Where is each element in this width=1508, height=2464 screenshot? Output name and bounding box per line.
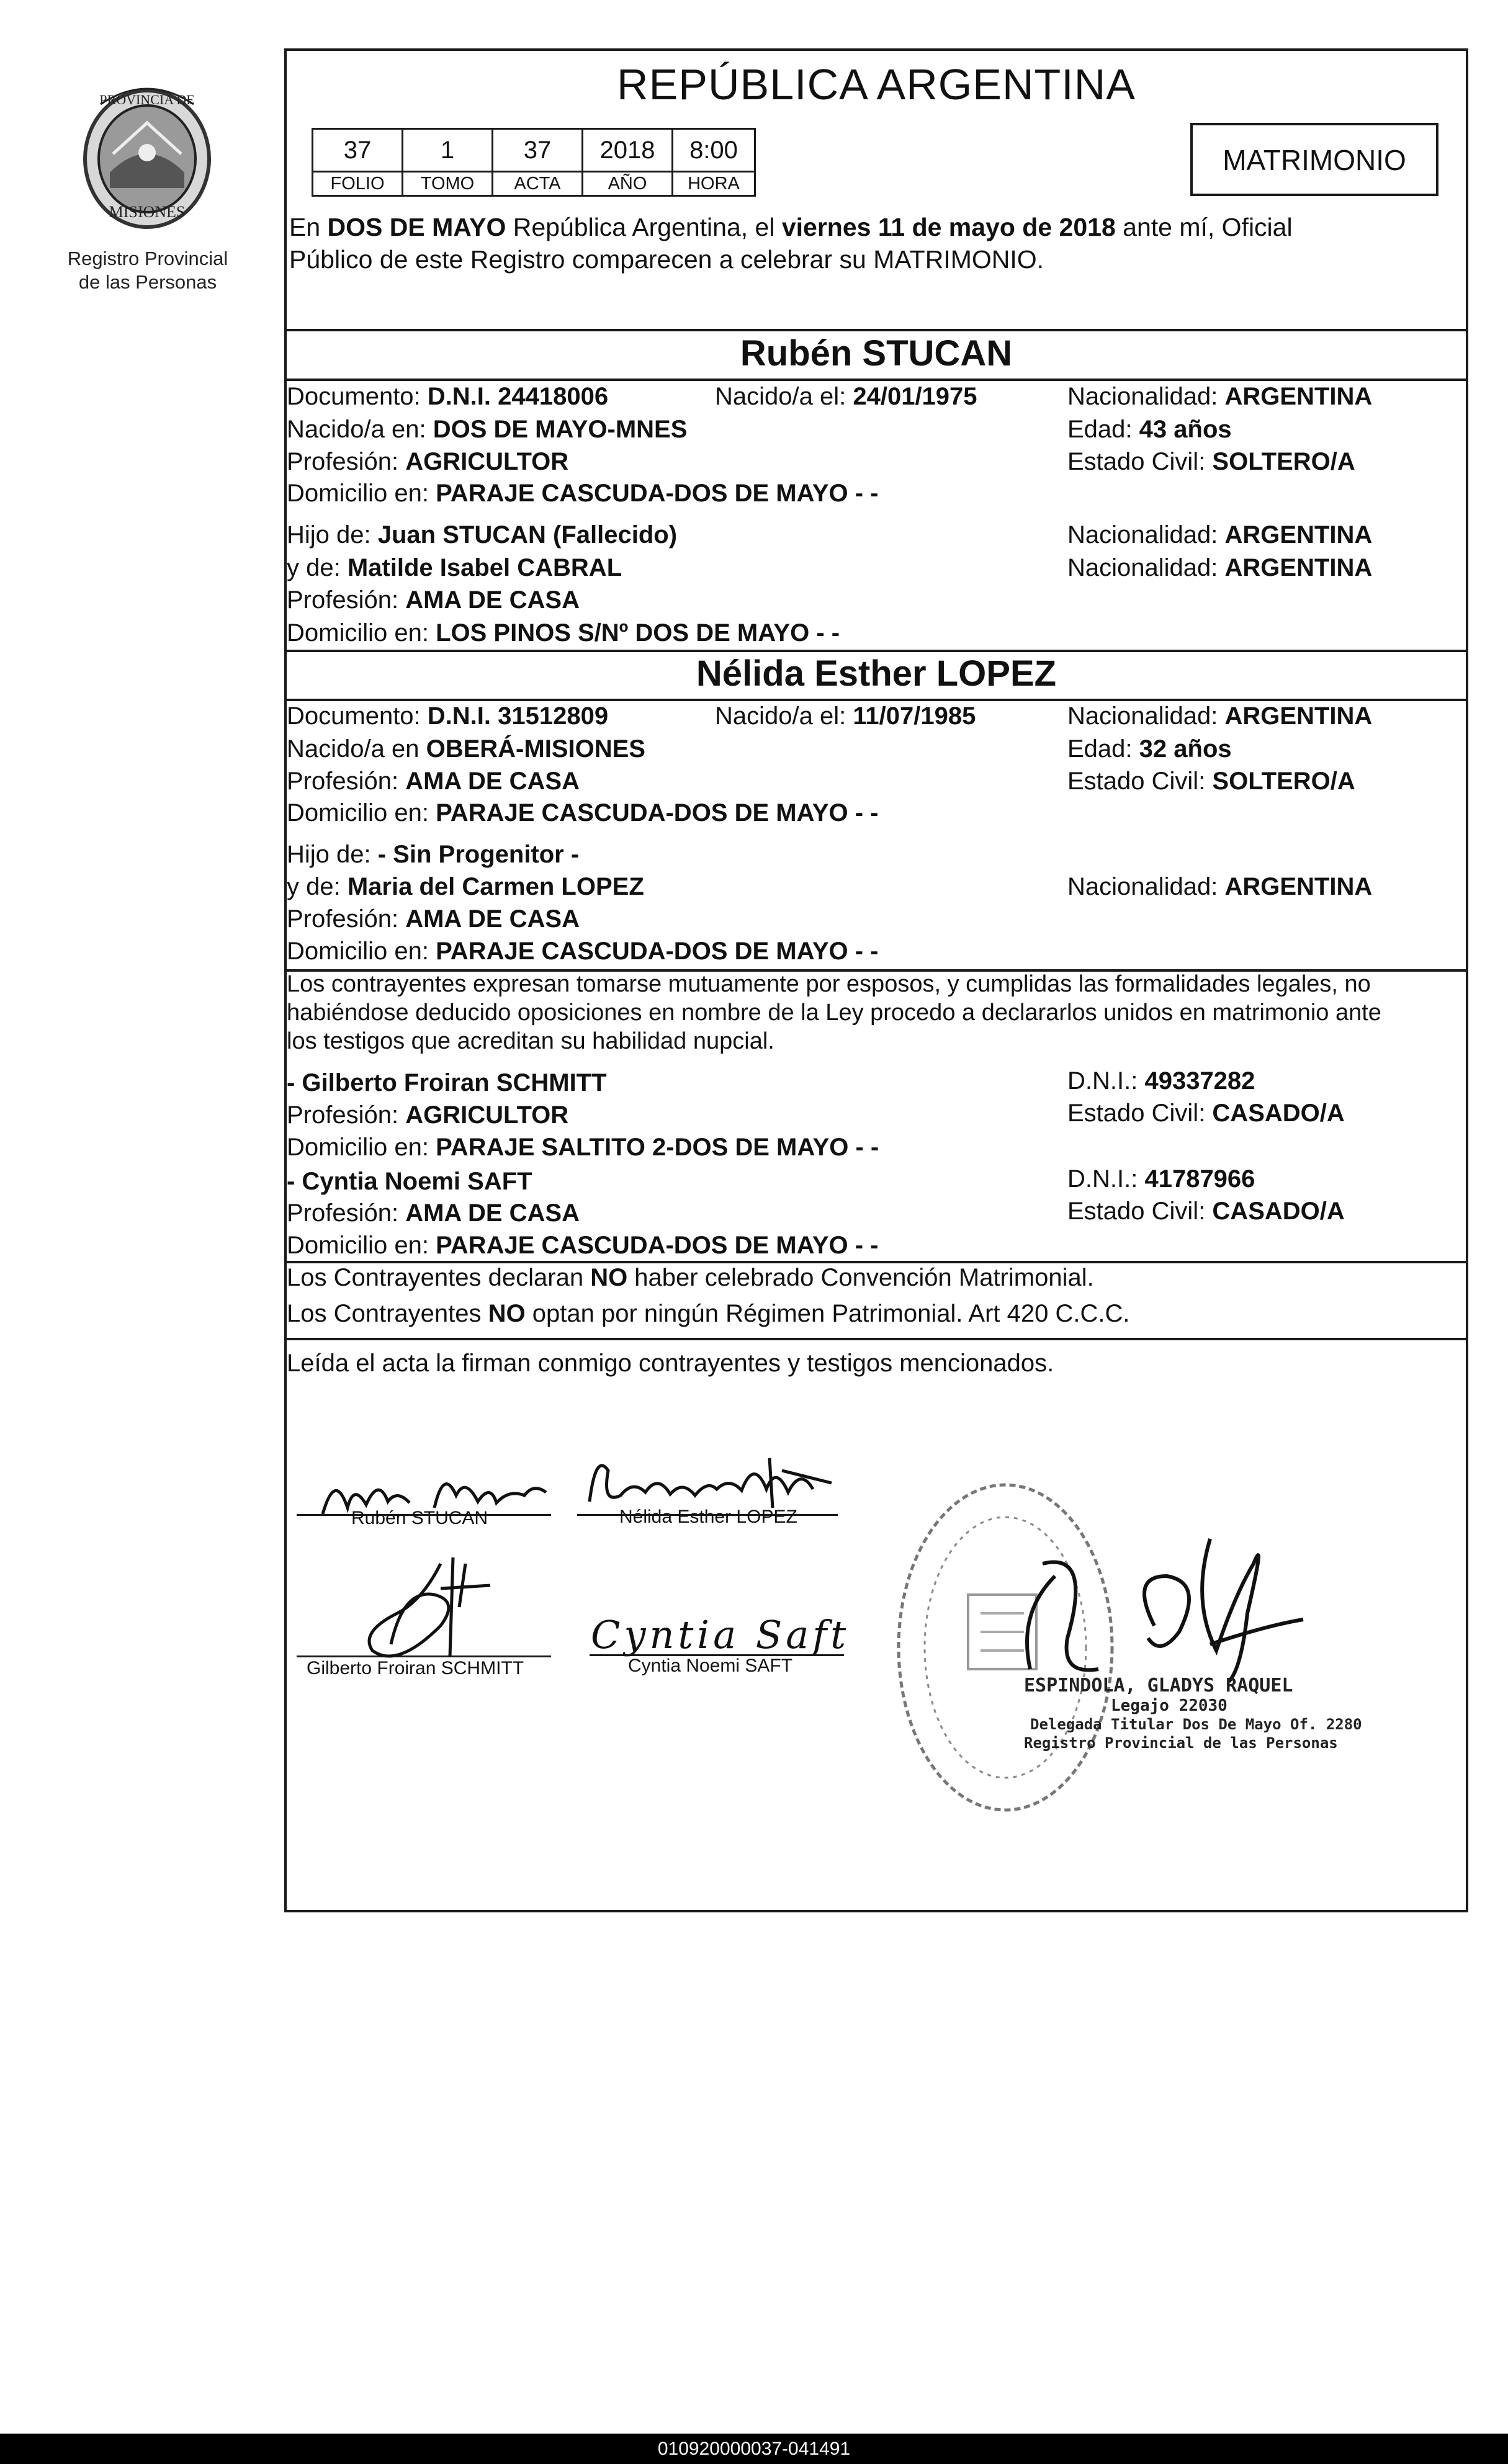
intro-text-2: República Argentina, el	[506, 213, 782, 241]
acta-label: ACTA	[493, 172, 583, 196]
groom-mother: y de: Matilde Isabel CABRAL	[287, 554, 622, 581]
intro-text-3: ante mí, Oficial	[1115, 213, 1293, 241]
witness2-signature: Cyntia Saft	[591, 1612, 850, 1657]
patrimonial-regime-statement: Los Contrayentes NO optan por ningún Régimen Patrimonial. Art 420 C.C.C.	[287, 1300, 1130, 1327]
witness2-signature-name: Cyntia Noemi SAFT	[628, 1655, 793, 1676]
logo-caption	[55, 247, 241, 294]
groom-signature-name: Rubén STUCAN	[351, 1508, 488, 1528]
seal-text-bottom: MISIONES	[109, 203, 186, 221]
intro-date: viernes 11 de mayo de 2018	[781, 213, 1116, 241]
hour-label: HORA	[673, 172, 755, 196]
groom-civil-status: Estado Civil: SOLTERO/A	[1067, 448, 1355, 475]
groom-document: Documento: D.N.I. 24418006	[287, 383, 609, 410]
witness1-profession: Profesión: AGRICULTOR	[287, 1101, 569, 1129]
witness1-domicile: Domicilio en: PARAJE SALTITO 2-DOS DE MAYO - -	[287, 1134, 879, 1161]
bride-signature-name: Nélida Esther LOPEZ	[619, 1507, 797, 1527]
divider	[284, 650, 1468, 652]
logo-caption-line1: Registro Provincial	[67, 248, 228, 269]
bride-mother: y de: Maria del Carmen LOPEZ	[287, 873, 644, 900]
year-value: 2018	[583, 129, 673, 172]
logo-caption-line2: de las Personas	[78, 271, 217, 293]
convention-statement: Los Contrayentes declaran NO haber celebrado Convención Matrimonial.	[287, 1264, 1094, 1291]
bride-profession: Profesión: AMA DE CASA	[287, 768, 580, 795]
bride-father: Hijo de: - Sin Progenitor -	[287, 841, 580, 868]
witness1-signature-name: Gilberto Froiran SCHMITT	[307, 1658, 524, 1678]
witness2-civil-status: Estado Civil: CASADO/A	[1067, 1198, 1345, 1225]
folio-label: FOLIO	[313, 172, 403, 196]
reference-table	[312, 128, 756, 197]
bride-age: Edad: 32 años	[1067, 735, 1232, 763]
groom-parents-profession: Profesión: AMA DE CASA	[287, 586, 580, 614]
groom-name: Rubén STUCAN	[740, 333, 1013, 374]
divider	[284, 1338, 1468, 1340]
groom-age: Edad: 43 años	[1067, 416, 1232, 443]
bride-parents-domicile: Domicilio en: PARAJE CASCUDA-DOS DE MAYO - -	[287, 938, 879, 965]
groom-father-nationality: Nacionalidad: ARGENTINA	[1067, 521, 1373, 549]
bride-mother-nationality: Nacionalidad: ARGENTINA	[1067, 873, 1373, 900]
divider	[284, 379, 1468, 381]
bride-document: Documento: D.N.I. 31512809	[287, 702, 609, 730]
witness2-dni: D.N.I.: 41787966	[1067, 1165, 1255, 1193]
bride-birth-place: Nacido/a en OBERÁ-MISIONES	[287, 735, 645, 763]
witness1-name: - Gilberto Froiran SCHMITT	[287, 1069, 607, 1096]
groom-birth-date: Nacido/a el: 24/01/1975	[715, 383, 977, 410]
official-stamp-name: ESPINDOLA, GLADYS RAQUEL	[1024, 1675, 1293, 1696]
witness1-civil-status: Estado Civil: CASADO/A	[1067, 1100, 1345, 1127]
official-stamp-office: Registro Provincial de las Personas	[1024, 1734, 1338, 1752]
declaration-line-3: los testigos que acreditan su habilidad nupcial.	[287, 1028, 774, 1054]
groom-father: Hijo de: Juan STUCAN (Fallecido)	[287, 521, 678, 549]
intro-paragraph	[289, 211, 1465, 276]
official-name-stamp	[1024, 1675, 1371, 1752]
bride-parents-profession: Profesión: AMA DE CASA	[287, 905, 580, 933]
year-label: AÑO	[583, 172, 673, 196]
intro-line-2: Público de este Registro comparecen a celebrar su MATRIMONIO.	[289, 245, 1044, 274]
groom-birth-place: Nacido/a en: DOS DE MAYO-MNES	[287, 416, 688, 443]
hour-value: 8:00	[673, 129, 755, 172]
folio-value: 37	[313, 129, 403, 172]
document-code-bar: 010920000037-041491	[0, 2434, 1508, 2464]
divider	[284, 329, 1468, 331]
witness2-domicile: Domicilio en: PARAJE CASCUDA-DOS DE MAYO - -	[287, 1232, 879, 1259]
tomo-label: TOMO	[403, 172, 493, 196]
declaration-line-2: habiéndose deducido oposiciones en nombre de la Ley procedo a declararlos unidos en matrimonio ante	[287, 1000, 1381, 1026]
page-title: REPÚBLICA ARGENTINA	[617, 60, 1136, 109]
divider	[284, 1261, 1468, 1263]
groom-domicile: Domicilio en: PARAJE CASCUDA-DOS DE MAYO - -	[287, 480, 879, 507]
groom-mother-nationality: Nacionalidad: ARGENTINA	[1067, 554, 1373, 581]
groom-nationality: Nacionalidad: ARGENTINA	[1067, 383, 1373, 410]
witness2-profession: Profesión: AMA DE CASA	[287, 1199, 580, 1227]
acta-type-box: MATRIMONIO	[1190, 123, 1438, 196]
groom-profession: Profesión: AGRICULTOR	[287, 448, 569, 475]
bride-name: Nélida Esther LOPEZ	[696, 653, 1057, 694]
official-signature	[1005, 1526, 1353, 1688]
tomo-value: 1	[403, 129, 493, 172]
bride-birth-date: Nacido/a el: 11/07/1985	[715, 702, 976, 730]
official-stamp-legajo: Legajo 22030	[1111, 1696, 1227, 1715]
groom-parents-domicile: Domicilio en: LOS PINOS S/Nº DOS DE MAYO - -	[287, 619, 840, 647]
intro-text-1: En	[289, 213, 328, 241]
official-stamp-title: Delegada Titular Dos De Mayo Of. 2280	[1030, 1716, 1362, 1733]
divider	[284, 699, 1468, 701]
declaration-line-1: Los contrayentes expresan tomarse mutuamente por esposos, y cumplidas las formalidades legales, no	[287, 971, 1371, 997]
witness2-name: - Cyntia Noemi SAFT	[287, 1168, 532, 1195]
intro-place: DOS DE MAYO	[327, 213, 506, 241]
closing-statement: Leída el acta la firman conmigo contrayentes y testigos mencionados.	[287, 1350, 1054, 1377]
province-seal-logo	[76, 79, 218, 235]
seal-text-top: PROVINCIA DE	[99, 92, 195, 107]
bride-civil-status: Estado Civil: SOLTERO/A	[1067, 768, 1355, 795]
bride-nationality: Nacionalidad: ARGENTINA	[1067, 702, 1373, 730]
bride-domicile: Domicilio en: PARAJE CASCUDA-DOS DE MAYO - -	[287, 799, 879, 827]
witness1-dni: D.N.I.: 49337282	[1067, 1067, 1255, 1095]
witness1-signature	[348, 1551, 509, 1669]
acta-value: 37	[493, 129, 583, 172]
declaration-paragraph	[287, 970, 1466, 1055]
